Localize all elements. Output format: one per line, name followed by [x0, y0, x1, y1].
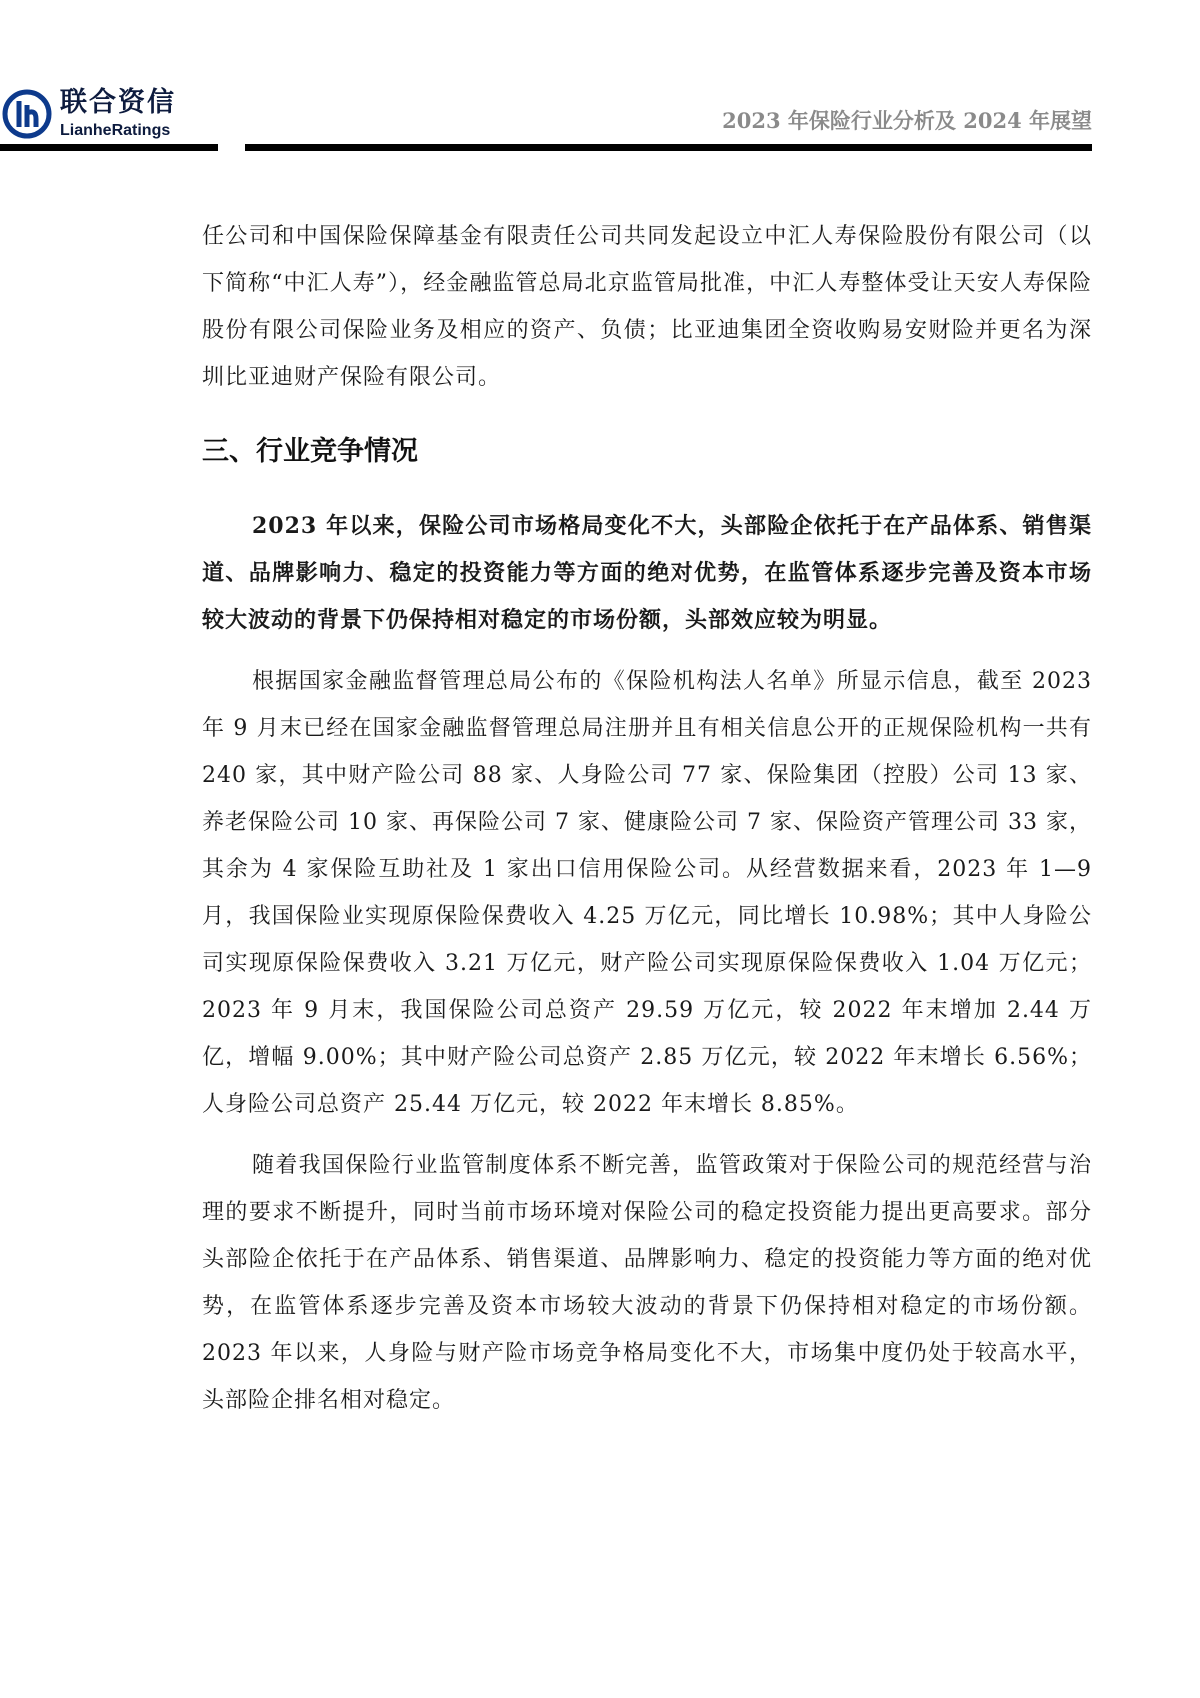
body-paragraph-1: 根据国家金融监督管理总局公布的《保险机构法人名单》所显示信息，截至 2023 年 9 月末已经在国家金融监督管理总局注册并且有相关信息公开的正规保险机构一共有 240 家，其中财产险公司 88 家、人身险公司 77 家、保险集团（控股）公司 13 家、养老保险公司 10 家、再保险公司 7 家、健康险公司 7 家、保险资产管理公司 33 家，其余为 4 家保险互助社及 1 家出口信用保险公司。从经营数据来看，2023 年 1—9 月，我国保险业实现原保险保费收入 4.25 万亿元，同比增长 10.98%；其中人身险公司实现原保险保费收入 3.21 万亿元，财产险公司实现原保险保费收入 1.04 万亿元；2023 年 9 月末，我国保险公司总资产 29.59 万亿元，较 2022 年末增加 2.44 万亿，增幅 9.00%；其中财产险公司总资产 2.85 万亿元，较 2022 年末增长 6.56%；人身险公司总资产 25.44 万亿元，较 2022 年末增长 8.85%。 [202, 669, 1092, 1117]
header-rule-right [245, 144, 1092, 151]
summary-paragraph: 2023 年以来，保险公司市场格局变化不大，头部险企依托于在产品体系、销售渠道、品牌影响力、稳定的投资能力等方面的绝对优势，在监管体系逐步完善及资本市场较大波动的背景下仍保持相对稳定的市场份额，头部效应较为明显。 [202, 513, 1092, 633]
header-rule-left [0, 144, 218, 151]
logo-chinese-name: 联合资信 [60, 87, 176, 118]
body-paragraph-2: 随着我国保险行业监管制度体系不断完善，监管政策对于保险公司的规范经营与治理的要求不断提升，同时当前市场环境对保险公司的稳定投资能力提出更高要求。部分头部险企依托于在产品体系、销售渠道、品牌影响力、稳定的投资能力等方面的绝对优势，在监管体系逐步完善及资本市场较大波动的背景下仍保持相对稳定的市场份额。2023 年以来，人身险与财产险市场竞争格局变化不大，市场集中度仍处于较高水平，头部险企排名相对稳定。 [202, 1153, 1092, 1413]
document-title: 2023 年保险行业分析及 2024 年展望 [722, 108, 1092, 133]
section-heading: 三、行业竞争情况 [202, 436, 418, 467]
continued-paragraph: 任公司和中国保险保障基金有限责任公司共同发起设立中汇人寿保险股份有限公司（以下简称“中汇人寿”），经金融监管总局北京监管局批准，中汇人寿整体受让天安人寿保险股份有限公司保险业务及相应的资产、负债；比亚迪集团全资收购易安财险并更名为深圳比亚迪财产保险有限公司。 [202, 224, 1092, 390]
logo-english-name: LianheRatings [60, 122, 171, 139]
page-header [0, 0, 1200, 160]
lianhe-logo-icon [2, 89, 52, 139]
page-content [202, 213, 1092, 1424]
